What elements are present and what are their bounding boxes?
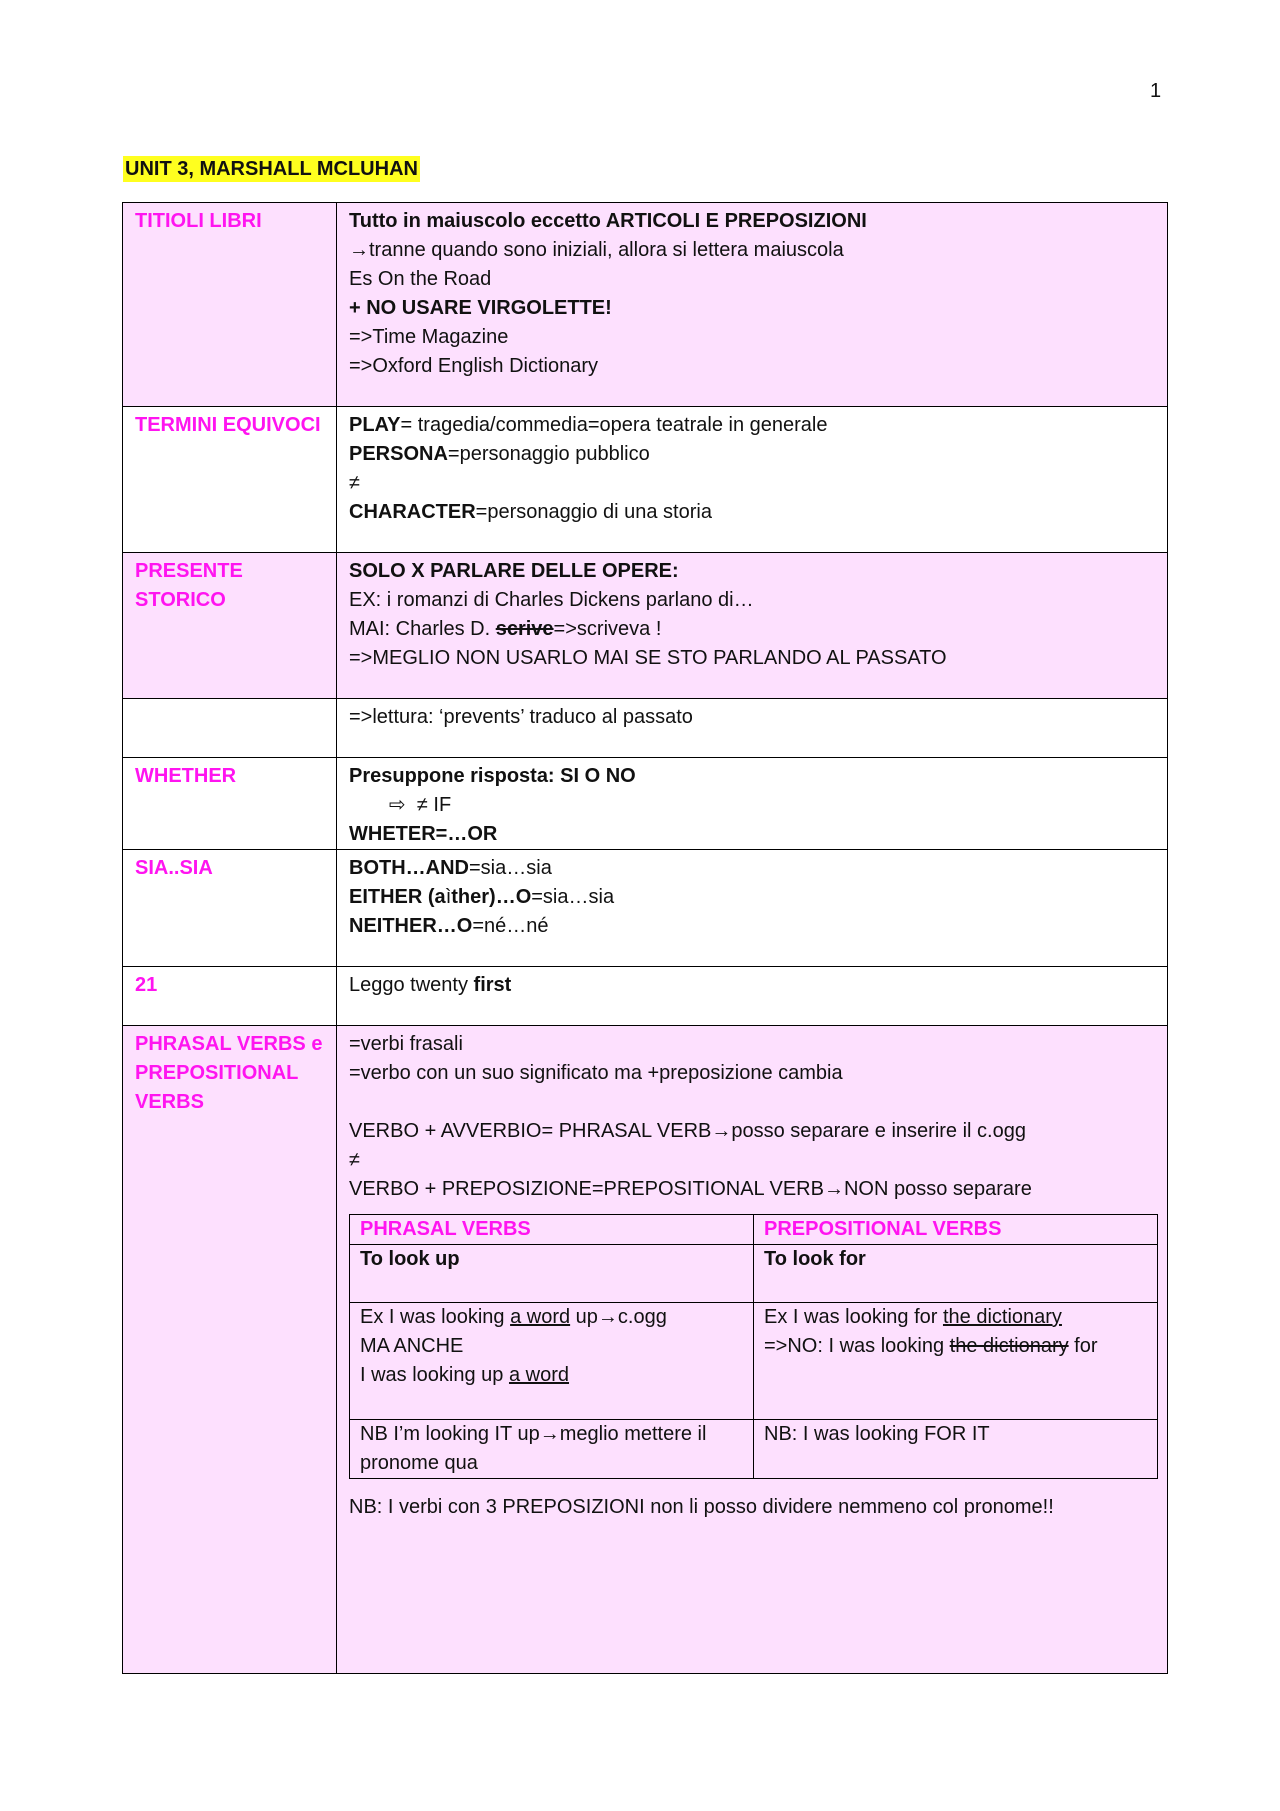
arrow-right-icon: → <box>539 1423 560 1445</box>
row-whether <box>123 758 1168 850</box>
sia-neither: NEITHER…O=né…né <box>349 915 549 937</box>
header-phrasal: PHRASAL VERBS <box>350 1215 754 1245</box>
twentyone-line: Leggo twenty first <box>349 974 512 996</box>
row-content <box>337 203 1168 407</box>
row-21 <box>123 967 1168 1026</box>
arrow-right-icon: → <box>597 1306 618 1328</box>
phrasal-line-1: =verbi frasali <box>349 1033 463 1055</box>
verbs-comparison-table <box>349 1214 1158 1479</box>
page-number: 1 <box>1150 80 1162 102</box>
cell-phrasal-example: Ex I was looking a word up→c.ogg MA ANCHE I was looking up a word <box>350 1303 754 1420</box>
inner-row-1 <box>350 1245 1158 1303</box>
row-content <box>337 407 1168 553</box>
row-label: TITIOLI LIBRI <box>123 203 337 407</box>
row-label: WHETHER <box>123 758 337 850</box>
whether-line-3: WHETER=…OR <box>349 823 498 845</box>
row-content <box>337 967 1168 1026</box>
row-label: 21 <box>123 967 337 1026</box>
lettura-line: =>lettura: ‘prevents’ traduco al passato <box>349 706 693 728</box>
whether-line-2: ⇨ ≠ IF <box>389 794 452 816</box>
titoli-line-2: →tranne quando sono iniziali, allora si lettera maiuscola <box>349 239 844 261</box>
sia-both: BOTH…AND=sia…sia <box>349 857 552 879</box>
arrow-right-icon: → <box>823 1178 844 1200</box>
row-lettura <box>123 699 1168 758</box>
arrow-right-outline-icon: ⇨ <box>389 794 406 816</box>
row-content <box>337 1026 1168 1674</box>
presente-line-1: SOLO X PARLARE DELLE OPERE: <box>349 560 679 582</box>
titoli-line-4: + NO USARE VIRGOLETTE! <box>349 297 612 319</box>
inner-row-2 <box>350 1303 1158 1420</box>
phrasal-line-3: VERBO + AVVERBIO= PHRASAL VERB→posso separare e inserire il c.ogg <box>349 1120 1026 1142</box>
termini-persona: PERSONA=personaggio pubblico <box>349 443 650 465</box>
inner-row-3 <box>350 1420 1158 1479</box>
row-presente-storico <box>123 553 1168 699</box>
row-sia-sia <box>123 850 1168 967</box>
sia-either: EITHER (aìther)…O=sia…sia <box>349 886 615 908</box>
blank-line <box>349 1088 1157 1117</box>
termini-play: PLAY= tragedia/commedia=opera teatrale in generale <box>349 414 828 436</box>
cell-prepositional-nb: NB: I was looking FOR IT <box>754 1420 1158 1479</box>
presente-line-3: MAI: Charles D. scrive=>scriveva ! <box>349 618 662 640</box>
row-titoli-libri <box>123 203 1168 407</box>
cell-to-look-for: To look for <box>754 1245 1158 1303</box>
notes-table <box>122 202 1168 1674</box>
row-content <box>337 553 1168 699</box>
not-equal-icon: ≠ <box>349 472 360 494</box>
presente-line-2: EX: i romanzi di Charles Dickens parlano di… <box>349 589 754 611</box>
arrow-right-icon: → <box>711 1120 732 1142</box>
row-label: TERMINI EQUIVOCI <box>123 407 337 553</box>
titoli-line-6: =>Oxford English Dictionary <box>349 355 599 377</box>
row-label: SIA..SIA <box>123 850 337 967</box>
row-label <box>123 699 337 758</box>
titoli-line-3: Es On the Road <box>349 268 492 290</box>
header-prepositional: PREPOSITIONAL VERBS <box>754 1215 1158 1245</box>
inner-header-row <box>350 1215 1158 1245</box>
termini-character: CHARACTER=personaggio di una storia <box>349 501 712 523</box>
row-content <box>337 758 1168 850</box>
row-content <box>337 699 1168 758</box>
titoli-line-1: Tutto in maiuscolo eccetto ARTICOLI E PREPOSIZIONI <box>349 210 867 232</box>
row-phrasal-verbs <box>123 1026 1168 1674</box>
row-label: PHRASAL VERBS e PREPOSITIONAL VERBS <box>123 1026 337 1674</box>
cell-phrasal-nb: NB I’m looking IT up→meglio mettere il pronome qua <box>350 1420 754 1479</box>
row-content <box>337 850 1168 967</box>
cell-prepositional-example: Ex I was looking for the dictionary =>NO: I was looking the dictionary for <box>754 1303 1158 1420</box>
phrasal-line-4: VERBO + PREPOSIZIONE=PREPOSITIONAL VERB→NON posso separare <box>349 1178 1032 1200</box>
titoli-line-5: =>Time Magazine <box>349 326 509 348</box>
unit-title: UNIT 3, MARSHALL MCLUHAN <box>125 158 418 180</box>
arrow-right-icon: → <box>349 239 369 261</box>
cell-to-look-up: To look up <box>350 1245 754 1303</box>
row-termini-equivoci <box>123 407 1168 553</box>
presente-line-4: =>MEGLIO NON USARLO MAI SE STO PARLANDO AL PASSATO <box>349 647 947 669</box>
phrasal-line-2: =verbo con un suo significato ma +preposizione cambia <box>349 1062 843 1084</box>
row-label: PRESENTE STORICO <box>123 553 337 699</box>
not-equal-icon: ≠ <box>349 1149 360 1171</box>
phrasal-note: NB: I verbi con 3 PREPOSIZIONI non li posso dividere nemmeno col pronome!! <box>349 1496 1054 1518</box>
whether-line-1: Presuppone risposta: SI O NO <box>349 765 636 787</box>
